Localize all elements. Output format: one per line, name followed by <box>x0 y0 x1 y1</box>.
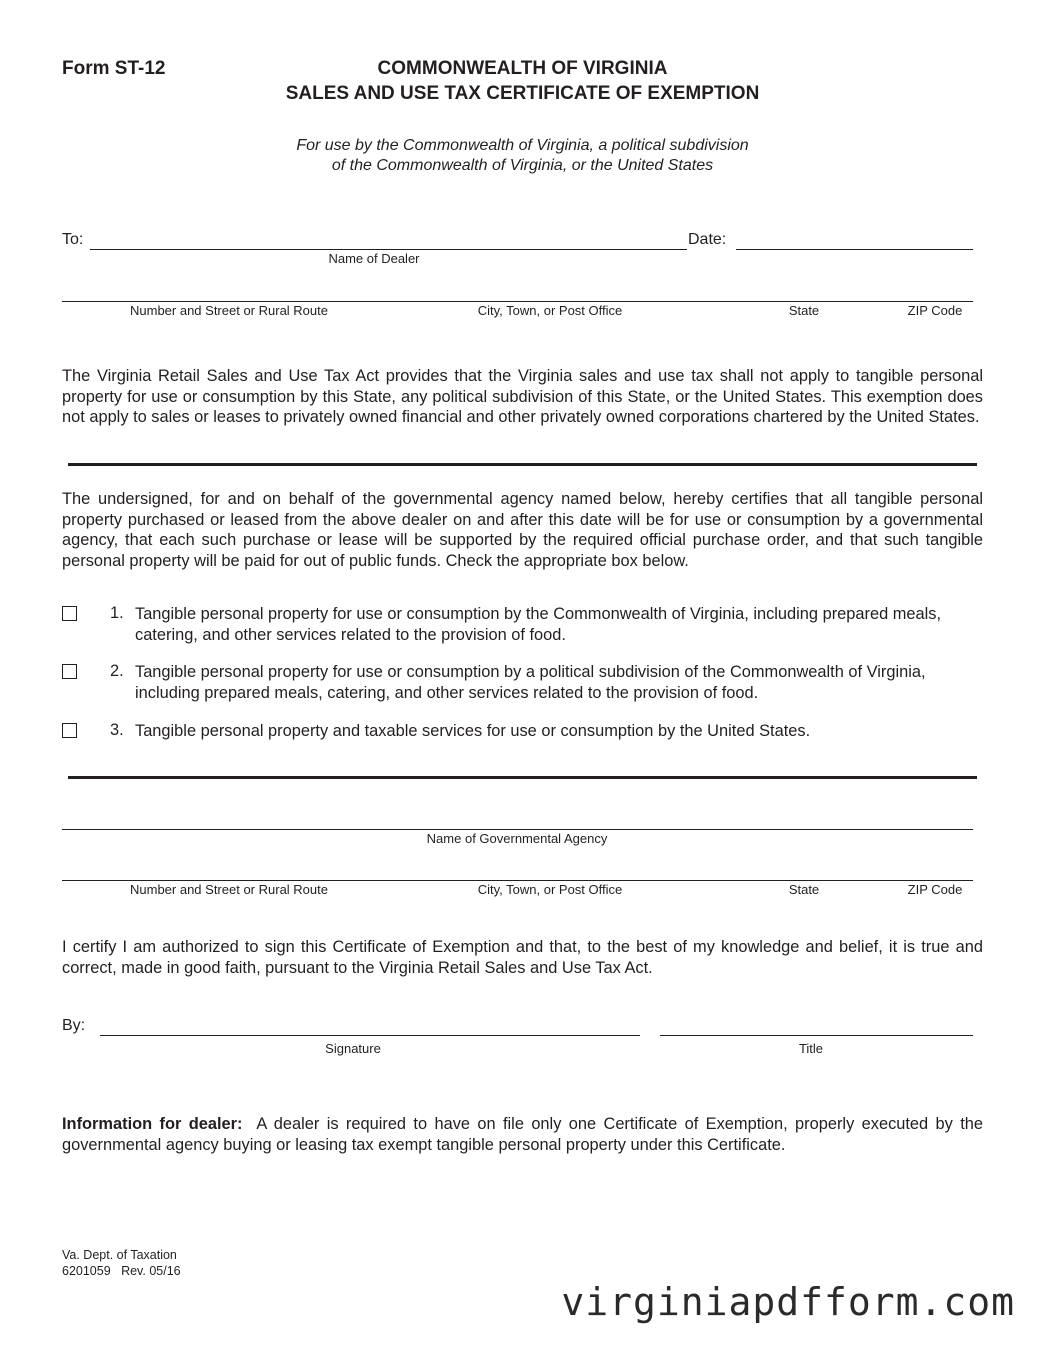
dealer-name-caption: Name of Dealer <box>328 251 420 266</box>
agency-name-field[interactable] <box>62 829 973 830</box>
agency-address-field[interactable] <box>62 880 973 881</box>
by-label: By: <box>62 1017 86 1034</box>
date-field[interactable] <box>736 249 973 250</box>
authorization-paragraph: I certify I am authorized to sign this Certificate of Exemption and that, to the best of my knowledge and belief, it is true and correct, made in good faith, pursuant to the Virginia Retail Sales and Use Tax Act. <box>62 938 983 977</box>
option-1-text <box>135 604 980 645</box>
to-label: To: <box>62 231 84 248</box>
date-label: Date: <box>688 231 727 248</box>
dealer-state-caption: State <box>788 303 820 318</box>
dealer-address-field[interactable] <box>62 301 973 302</box>
certification-paragraph: The undersigned, for and on behalf of the governmental agency named below, hereby certifies that all tangible personal property purchased or leased from the above dealer on and after this date will be for use or consumption by a governmental agency, that each such purchase or lease will be supported by the required official purchase order, and that such tangible personal property will be paid for out of public funds. Check the appropriate box below. <box>62 490 983 570</box>
dealer-info-paragraph <box>62 1114 983 1155</box>
watermark-text: virginiapdfform.com <box>561 1280 1015 1324</box>
section-divider-2 <box>68 776 977 779</box>
title-field[interactable] <box>660 1035 973 1036</box>
footer-form-revision: 6201059 Rev. 05/16 <box>62 1263 181 1278</box>
section-divider-1 <box>68 463 977 466</box>
title-line-1: COMMONWEALTH OF VIRGINIA <box>377 58 668 79</box>
option-2-number: 2. <box>110 662 124 680</box>
dealer-street-caption: Number and Street or Rural Route <box>130 303 328 318</box>
subtitle-line-2: of the Commonwealth of Virginia, or the United States <box>331 157 714 174</box>
option-1-line-2: catering, and other services related to the provision of food. <box>135 625 566 644</box>
agency-street-caption: Number and Street or Rural Route <box>130 882 328 897</box>
dealer-zip-caption: ZIP Code <box>907 303 963 318</box>
agency-city-caption: City, Town, or Post Office <box>477 882 623 897</box>
option-2-line-2: including prepared meals, catering, and other services related to the provision of food. <box>135 683 759 702</box>
option-1-line-1: Tangible personal property for use or consumption by the Commonwealth of Virginia, including prepared meals, <box>135 605 942 623</box>
title-caption: Title <box>798 1041 824 1056</box>
agency-zip-caption: ZIP Code <box>907 882 963 897</box>
dealer-info-text: A dealer is required to have on file only one Certificate of Exemption, properly executed by the governmental agency buying or leasing tax exempt tangible personal property under this Certificate. <box>62 1115 984 1154</box>
agency-state-caption: State <box>788 882 820 897</box>
subtitle-line-1: For use by the Commonwealth of Virginia, a political subdivision <box>296 137 749 154</box>
option-1-number: 1. <box>110 604 124 622</box>
intro-paragraph: The Virginia Retail Sales and Use Tax Act provides that the Virginia sales and use tax shall not apply to tangible personal property for use or consumption by this State, any political subdivision of this State, or the United States. This exemption does not apply to sales or leases to privately owned financial and other privately owned corporations chartered by the United States. <box>62 367 983 426</box>
option-3-number: 3. <box>110 721 124 739</box>
option-2-checkbox[interactable] <box>62 664 77 679</box>
form-number: Form ST-12 <box>62 58 166 79</box>
option-3-checkbox[interactable] <box>62 723 77 738</box>
agency-name-caption: Name of Governmental Agency <box>426 831 608 846</box>
dealer-name-field[interactable] <box>90 249 687 250</box>
title-line-2: SALES AND USE TAX CERTIFICATE OF EXEMPTION <box>285 83 760 104</box>
dealer-city-caption: City, Town, or Post Office <box>477 303 623 318</box>
footer <box>62 1248 181 1279</box>
footer-department: Va. Dept. of Taxation <box>62 1248 177 1262</box>
option-3-line-1: Tangible personal property and taxable services for use or consumption by the United States. <box>135 722 811 740</box>
dealer-info-label: Information for dealer: <box>62 1115 243 1133</box>
signature-field[interactable] <box>100 1035 640 1036</box>
option-2-line-1: Tangible personal property for use or consumption by a political subdivision of the Commonwealth of Virginia, <box>135 663 926 681</box>
option-2-text <box>135 662 980 703</box>
option-1-checkbox[interactable] <box>62 606 77 621</box>
option-3-text <box>135 721 980 742</box>
signature-caption: Signature <box>325 1041 381 1056</box>
